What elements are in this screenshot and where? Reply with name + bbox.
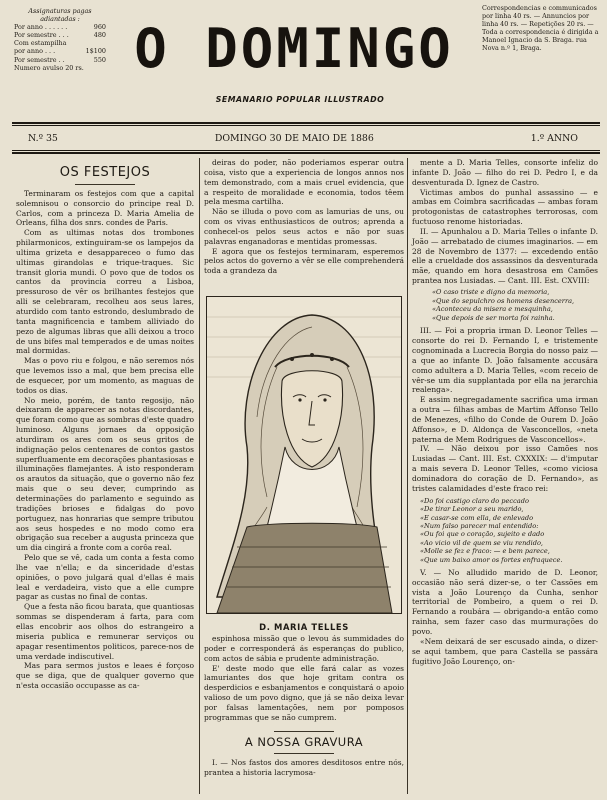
newspaper-title: O DOMINGO (134, 17, 454, 80)
article-paragraph: «Nem deixará de ser escusado ainda, o dizer-se aqui tambem, que para Castella se passára fugitivo João Lourenço, on- (412, 636, 598, 666)
article-paragraph: espinhosa missão que o levou ás summidades do poder e corresponderá ás esperanças do publico, com actos de sábia e prudente administração. (204, 634, 404, 663)
middle-column-lower (204, 634, 404, 778)
article-paragraph: I. — Nos fastos dos amores desditosos entre nós, prantea a historia lacrymosa- (204, 758, 404, 778)
article-paragraph: Terminaram os festejos com que a capital solemnisou o consorcio do principe real D. Carlos, com a princeza D. Maria Amelia de Orleans, filha dos snrs. condes de Paris. (16, 188, 194, 228)
article-paragraph: E assim negregadamente sacrifica uma irman a outra — filhas ambas de Martim Affonso Tello de Menezes, «filho do Conde de Ourem D. João Affonso», e D. Aldonça de Vasconcellos, «neta paterna de Mem Rodrigues de Vasconcellos». (412, 395, 598, 444)
article-paragraph: Com as ultimas notas dos trombones philarmonicos, extinguiram-se os lampejos da ultima grizeta e desappareceo o fumo das ultimas girandolas e trique-traques. Sic transit gloria mundi. O povo que de todos os cantos da provincia correu a Lisboa, pressuroso de vêr os brilhantes festejos que alli se celebraram, recolheu aos seus lares, aturdido com tanto estrondo, deslumbrado de tanta magnificencia e tambem alliviado do pezo de algumas libras que alli deixou a troco de uns bifes mal temperados e de umas noites mal dormidas. (16, 228, 194, 356)
price-row: por anno . . . 1$100 (14, 47, 106, 56)
article-paragraph: Pelo que se vê, cada um conta a festa como lhe vae n'ella; e da sinceridade d'estas opiniões, o povo julgará qual d'ellas é mais leal e verdadeira, visto que a elle cumpre pagar as custas no final de contas. (16, 553, 194, 602)
article-paragraph: Mas para sermos justos e leaes é forçoso que se diga, que de qualquer governo que n'esta occasião occupasse as ca- (16, 661, 194, 691)
article-paragraph: mente a D. Maria Telles, consorte infeliz do infante D. João — filho do rei D. Pedro I, e da desventurada D. Ignez de Castro. (412, 158, 598, 187)
article-paragraph: IV. — Não deixou por isso Camões nos Lusiadas — Cant. III. Est. CXXXIX: — d'imputar a mais severa D. Leonor Telles, «como viciosa dominadora do coração de D. Fernando», as tristes calamidades d'este fraco rei: (412, 444, 598, 493)
article-paragraph: deiras do poder, não poderiamos esperar outra coisa, visto que a experiencia de longos annos nos tem demonstrado, com a mais cruel evidencia, que a respeito de moralidade e economia, todos têem pela mesma cartilha. (204, 158, 404, 207)
right-column (412, 158, 598, 666)
subscription-title: Assignaturas pagas adiantadas : (28, 7, 92, 24)
column-separator (199, 158, 200, 794)
article-paragraph: Que a festa não ficou barata, que quantiosas sommas se dispenderam á farta, para com ellas encobrir aos olhos do estrangeiro a miseria publica e remunerar serviços ou apagar resentimentos politicos, parece-nos de uma verdade indiscutivel. (16, 602, 194, 661)
article-paragraph: E' deste modo que elle fará calar as vozes lamuriantes dos que hoje gritam contra os desperdicios e esbanjamentos e conquistará o apoio valioso de um povo digno, que já se não deixa levar por falsas lamentações, nem por pomposos programmas que se não cumprem. (204, 663, 404, 722)
info-bar-rule (12, 150, 600, 151)
issue-year: 1.º ANNO (530, 133, 578, 144)
article-paragraph: V. — No alludido marido de D. Leonor, occasião não será dizer-se, o ter Cassões em vista a João Lourenço da Cunha, senhor territorial de Pombeiro, a quem o rei D. Fernando a roubára — obrigando-a então como rainha, sem fazer caso das murmurações do povo. (412, 567, 598, 636)
article-heading: OS FESTEJOS (59, 165, 151, 180)
middle-column (204, 158, 404, 276)
section-rule (274, 753, 334, 754)
article-paragraph: Não se illuda o povo com as lamurias de uns, ou com os vivas enthusiasticos de outros; aprenda a conhecel-os pelos seus actos e não por suas palavras enganadoras e mentidas promessas. (204, 207, 404, 246)
left-column (16, 158, 194, 691)
price-row: Por semestre . . . 480 (14, 31, 106, 40)
portrait-illustration (207, 297, 401, 613)
article-paragraph: II. — Apunhalou a D. Maria Telles o infante D. João — arrebatado de ciumes imaginarios. — em 28 de Novembro de 1377: — excedendo então elle a crueldade dos assassinos da desventurada mãe, quando em hora desastrosa em Camões prantea nos Lusiadas. — Cant. III. Est. CXVIII: (412, 226, 598, 286)
price-row: Por anno . . . . . . 960 (14, 23, 106, 32)
price-row: Por semestre . . 550 (14, 55, 106, 64)
price-row: Com estampilha (14, 39, 67, 48)
newspaper-subtitle: SEMANARIO POPULAR ILLUSTRADO (215, 95, 385, 104)
portrait-caption: D. MARIA TELLES (259, 622, 349, 632)
verse-quote: «O caso triste e digno da memoria, «Que do sepulchro os homens desencerra, «Aconteceu da misera e mesquinha, «Que depois de ser morta foi rainha. (432, 287, 575, 322)
issue-info-bar (28, 133, 578, 144)
article-paragraph: Mas o povo riu e folgou, e não seremos nós que levemos isso a mal, que bem precisa elle de esquecer, por um momento, as maguas de todos os dias. (16, 356, 194, 395)
portrait-engraving (206, 296, 402, 614)
heading-rule (75, 184, 135, 185)
masthead-rule-thin (12, 125, 600, 126)
column-separator (407, 158, 408, 794)
single-issue-price: Numero avulso 20 rs. (14, 63, 84, 72)
article-paragraph: E agora que os festejos terminaram, esperemos pelos actos do governo a vêr se elle comprehenderá toda a grandeza da (204, 246, 404, 276)
article-paragraph: Victimas ambos do punhal assassino — e ambas em Coimbra sacrificadas — ambas foram protogonistas de catastrophes terrorosas, com fuctuoso renome historiadas. (412, 187, 598, 227)
subscription-box (14, 7, 106, 72)
section-heading: A NOSSA GRAVURA (244, 734, 364, 749)
info-bar-rule-thick (12, 152, 600, 154)
correspondence-notice: Correspondencias e communicados por linha 40 rs. — Annuncios por linha 40 rs. — Repetições 20 rs. — Toda a correspondencia é dirigida a Manoel Ignacio da S. Braga. rua Nova n.º 1, Braga. (482, 4, 599, 53)
article-paragraph: No meio, porém, de tanto regosijo, não deixaram de apparecer as notas discordantes, que foram como que as sombras d'este quadro luminoso. Alguns jornaes da opposição aturdiram os ares com os seus gritos de indignação pelos centenares de contos gastos superfluamente em decorações phantasiosas e illuminações flamejantes. A isto responderam os arautos da situação, que o governo não fez mais que o seu dever, cumprindo as determinações do parlamento e seguindo as tradições brioses e fidalgas do povo portuguez, nas honrarias que sempre tributou aos seus hospedes e no modo como era obrigação sua receber a augusta princeza que um dia cingirá a fronte com a corôa real. (16, 395, 194, 553)
verse-quote: «Do foi castigo claro do peccado «De tirar Leonor a seu marido, «E casar-se com ella, de enlevado «Num falso parecer mal entendido: «Ou foi que o coração, sujeito e dado «Ao vicio vil de quem se viu rendido, «Molle se fez e fraco: — e bem parece, «Que um baixo amor os fortes enfraquece. (420, 496, 563, 564)
section-rule (274, 731, 334, 732)
issue-date: DOMINGO 30 DE MAIO DE 1886 (214, 133, 374, 144)
issue-number: N.º 35 (28, 133, 58, 144)
article-paragraph: III. — Foi a propria irman D. Leonor Telles — consorte do rei D. Fernando I, e tristemente cognominada a Lucrecia Borgia do nosso paiz — a que ao infante D. João falsamente accusára como adultera a D. Maria Telles, «com receio de vêr-se um dia supplantada por ella na jerarchia realenga». (412, 326, 598, 395)
masthead-rule (12, 122, 600, 124)
